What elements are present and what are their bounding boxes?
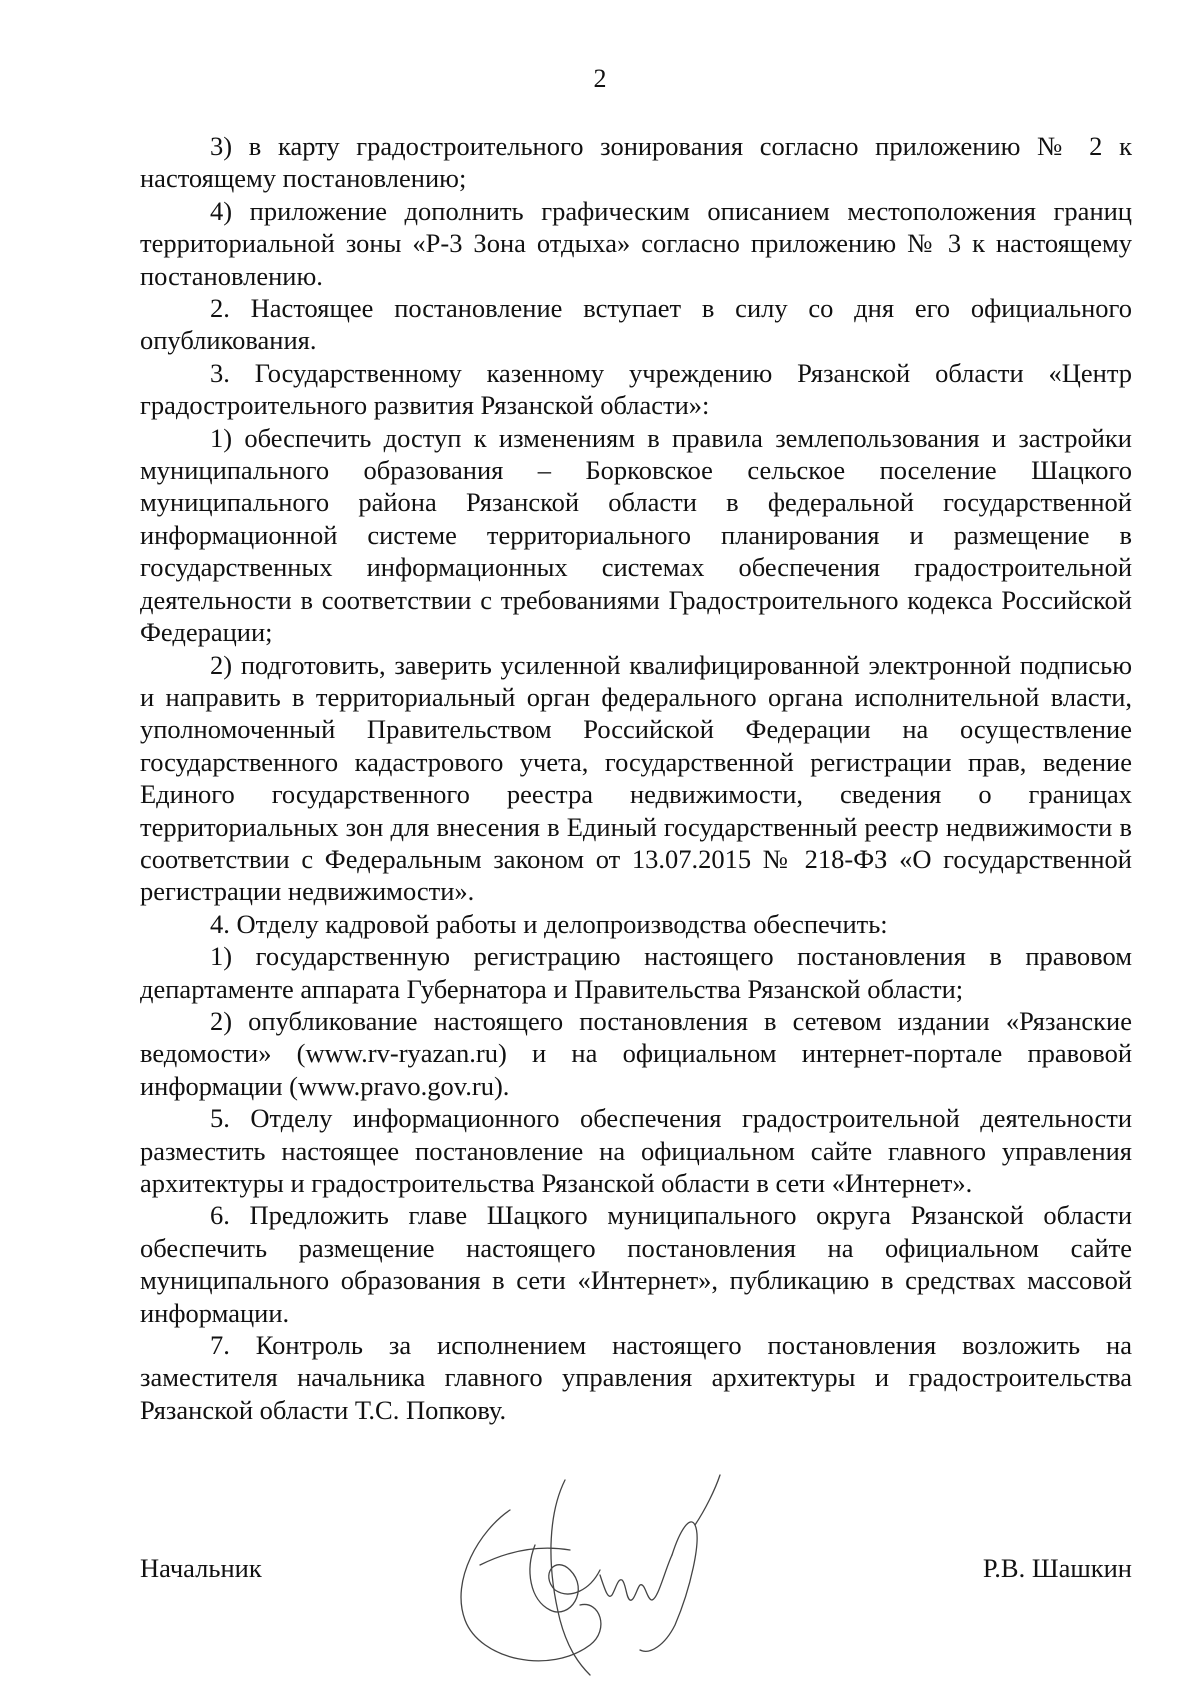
document-body xyxy=(140,130,1132,1426)
paragraph: 2) опубликование настоящего постановления в сетевом издании «Рязанские ведомости» (www.rv-ryazan.ru) и на официальном интернет-портале правовой информации (www.pravo.gov.ru). xyxy=(140,1005,1132,1101)
page-number: 2 xyxy=(593,64,607,93)
paragraph: 2) подготовить, заверить усиленной квалифицированной электронной подписью и направить в территориальный орган федерального органа исполнительной власти, уполномоченный Правительством Российской Федерации на осуществление государственного кадастрового учета, государственной регистрации прав, ведение Единого государственного реестра недвижимости, сведения о границах территориальных зон для внесения в Единый государственный реестр недвижимости в соответствии с Федеральным законом от 13.07.2015 № 218-ФЗ «О государственной регистрации недвижимости». xyxy=(140,649,1132,907)
paragraph: 7. Контроль за исполнением настоящего постановления возложить на заместителя начальника главного управления архитектуры и градостроительства Рязанской области Т.С. Попкову. xyxy=(140,1330,1132,1425)
paragraph: 1) государственную регистрацию настоящего постановления в правовом департаменте аппарата Губернатора и Правительства Рязанской области; xyxy=(140,941,1132,1004)
paragraph: 3. Государственному казенному учреждению Рязанской области «Центр градостроительного развития Рязанской области»: xyxy=(140,357,1132,421)
paragraph: 4. Отделу кадровой работы и делопроизводства обеспечить: xyxy=(210,908,888,939)
paragraph: 1) обеспечить доступ к изменениям в правила землепользования и застройки муниципального образования – Борковское сельское поселение Шацкого муниципального района Рязанской области в федеральной государственной информационной системе территориального планирования и размещение в государственных информационных системах обеспечения градостроительной деятельности в соответствии с требованиями Градостроительного кодекса Российской Федерации; xyxy=(140,422,1132,648)
paragraph: 3) в карту градостроительного зонирования согласно приложению № 2 к настоящему постановлению; xyxy=(140,131,1132,194)
signatory-name: Р.В. Шашкин xyxy=(982,1553,1132,1583)
paragraph: 2. Настоящее постановление вступает в силу со дня его официального опубликования. xyxy=(140,293,1132,356)
handwritten-signature xyxy=(440,1450,740,1680)
signatory-title: Начальник xyxy=(140,1553,262,1583)
paragraph: 6. Предложить главе Шацкого муниципального округа Рязанской области обеспечить размещение настоящего постановления на официальном сайте муниципального образования в сети «Интернет», публикацию в средствах массовой информации. xyxy=(140,1200,1132,1328)
paragraph: 5. Отделу информационного обеспечения градостроительной деятельности разместить настоящее постановление на официальном сайте главного управления архитектуры и градостроительства Рязанской области в сети «Интернет». xyxy=(140,1103,1132,1198)
paragraph: 4) приложение дополнить графическим описанием местоположения границ территориальной зоны «Р-3 Зона отдыха» согласно приложению № 3 к настоящему постановлению. xyxy=(140,195,1132,291)
